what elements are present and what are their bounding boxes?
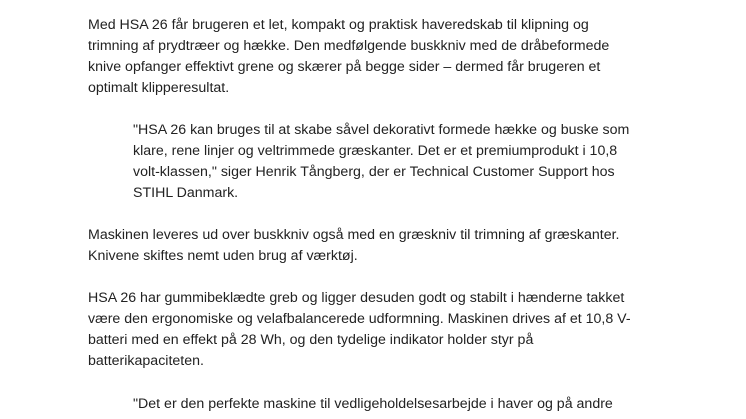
- text-line: Med HSA 26 får brugeren et let, kompakt og praktisk haveredskab til klipning og: [88, 17, 589, 33]
- paragraph-grass-knife: [88, 225, 668, 267]
- quote-maintenance: [133, 394, 673, 415]
- text-line: "HSA 26 kan bruges til at skabe såvel dekorativt formede hække og buske som: [133, 122, 630, 138]
- paragraph-intro: [88, 15, 668, 99]
- text-line: klare, rene linjer og veltrimmede græskanter. Det er et premiumprodukt i 10,8: [133, 143, 618, 159]
- paragraph-ergonomics: [88, 288, 668, 372]
- text-line: være den ergonomiske og velafbalancerede udformning. Maskinen drives af et 10,8 V-: [88, 311, 631, 327]
- text-line: HSA 26 har gummibeklædte greb og ligger desuden godt og stabilt i hænderne takket: [88, 290, 625, 306]
- text-line: trimning af prydtræer og hække. Den medfølgende buskkniv med de dråbeformede: [88, 38, 610, 54]
- text-line: Maskinen leveres ud over buskkniv også med en græskniv til trimning af græskanter.: [88, 227, 620, 243]
- text-line: volt-klassen," siger Henrik Tångberg, der er Technical Customer Support hos: [133, 164, 615, 180]
- text-line: optimalt klipperesultat.: [88, 80, 230, 96]
- text-line: knive opfanger effektivt grene og skærer på begge sider – dermed får brugeren et: [88, 59, 601, 75]
- quote-tangberg: [133, 120, 673, 204]
- text-line: batteri med en effekt på 28 Wh, og den tydelige indikator holder styr på: [88, 332, 534, 348]
- text-line: batterikapaciteten.: [88, 353, 204, 369]
- text-line: "Det er den perfekte maskine til vedligeholdelsesarbejde i haver og på andre: [133, 396, 613, 412]
- text-line: Knivene skiftes nemt uden brug af værktøj.: [88, 248, 358, 264]
- text-line: STIHL Danmark.: [133, 185, 239, 201]
